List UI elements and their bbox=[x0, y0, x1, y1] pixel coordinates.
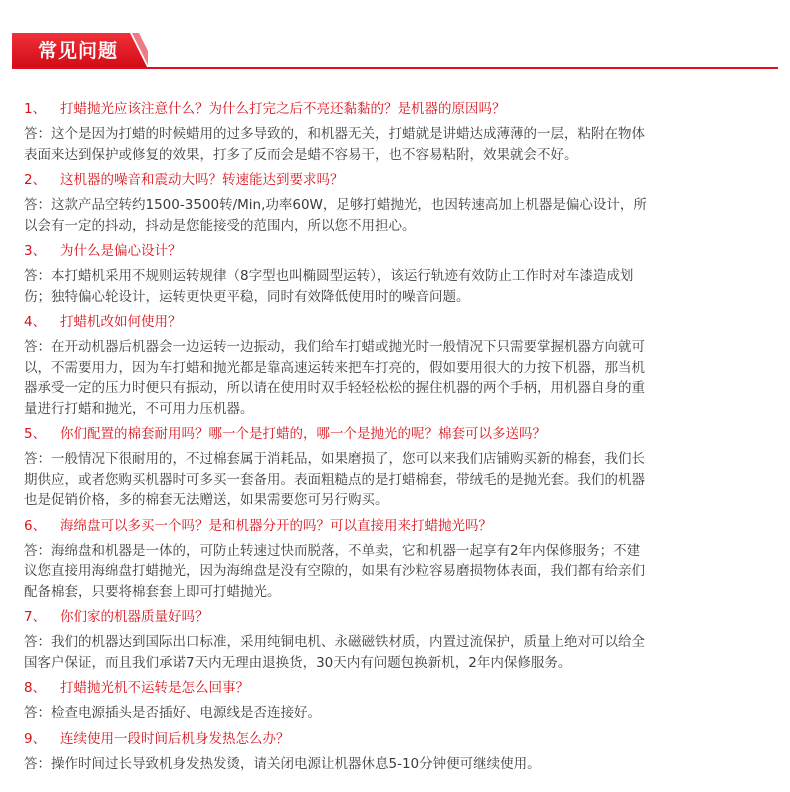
title-badge bbox=[12, 33, 148, 69]
question-text: 打蜡机改如何使用？ bbox=[60, 314, 182, 330]
answer-line: 答：这款产品空转约1500-3500转/Min,功率60W，足够打蜡抛光，也因转速高加上机器是偏心设计，所 bbox=[24, 197, 647, 213]
answer-line: 答：操作时间过长导致机身发热发烫，请关闭电源让机器休息5-10分钟便可继续使用。 bbox=[24, 755, 541, 772]
faq-answer-4 bbox=[24, 337, 774, 419]
answer-line: 以，不需要用力，因为车打蜡和抛光都是靠高速运转来把车打亮的，假如要用很大的力按下机器，那当机 bbox=[24, 359, 645, 376]
faq-question-3 bbox=[24, 241, 774, 261]
faq-answer-2 bbox=[24, 195, 774, 236]
question-text: 你们配置的棉套耐用吗？哪一个是打蜡的，哪一个是抛光的呢？棉套可以多送吗？ bbox=[60, 426, 546, 442]
question-number: 5、 bbox=[24, 426, 47, 442]
answer-line: 答：我们的机器达到国际出口标准，采用纯铜电机、永磁磁铁材质，内置过流保护，质量上绝对可以给全 bbox=[24, 634, 645, 650]
question-number: 9、 bbox=[24, 730, 47, 747]
faq-list bbox=[24, 99, 774, 779]
answer-line: 答：在开动机器后机器会一边运转一边振动，我们给车打蜡或抛光时一般情况下只需要掌握机器方向就可 bbox=[24, 339, 645, 355]
answer-line: 配备棉套，只要将棉套套上即可打蜡抛光。 bbox=[24, 583, 281, 600]
faq-answer-1 bbox=[24, 124, 774, 165]
faq-question-4 bbox=[24, 312, 774, 332]
answer-line: 量进行打蜡和抛光，不可用力压机器。 bbox=[24, 400, 254, 417]
answer-line: 期供应，或者您购买机器时可多买一套备用。表面粗糙点的是打蜡棉套，带绒毛的是抛光套。我们的机器 bbox=[24, 471, 645, 488]
faq-question-7 bbox=[24, 607, 774, 627]
question-text: 打蜡抛光应该注意什么？为什么打完之后不亮还黏黏的？是机器的原因吗？ bbox=[60, 101, 506, 117]
faq-question-9 bbox=[24, 729, 774, 749]
question-number: 1、 bbox=[24, 101, 47, 117]
faq-question-5 bbox=[24, 424, 774, 444]
answer-line: 答：一般情况下很耐用的，不过棉套属于消耗品，如果磨损了，您可以来我们店铺购买新的棉套，我们长 bbox=[24, 451, 645, 467]
faq-question-1 bbox=[24, 99, 774, 119]
answer-line: 答：海绵盘和机器是一体的，可防止转速过快而脱落，不单卖，它和机器一起享有2年内保修服务；不建 bbox=[24, 542, 641, 559]
answer-line: 答：检查电源插头是否插好、电源线是否连接好。 bbox=[24, 705, 321, 721]
answer-line: 议您直接用海绵盘打蜡抛光，因为海绵盘是没有空隙的，如果有沙粒容易磨损物体表面，我们都有给亲们 bbox=[24, 563, 645, 579]
question-number: 2、 bbox=[24, 172, 47, 188]
section-header bbox=[0, 33, 790, 69]
answer-line: 器承受一定的压力时便只有振动，所以请在使用时双手轻轻松松的握住机器的两个手柄，用机器自身的重 bbox=[24, 380, 645, 396]
answer-line: 国客户保证，而且我们承诺7天内无理由退换货，30天内有问题包换新机，2年内保修服务。 bbox=[24, 654, 572, 671]
answer-line: 伤；独特偏心轮设计，运转更快更平稳，同时有效降低使用时的噪音问题。 bbox=[24, 288, 470, 305]
answer-line: 表面来达到保护或修复的效果，打多了反而会是蜡不容易干，也不容易粘附，效果就会不好。 bbox=[24, 146, 578, 163]
question-number: 3、 bbox=[24, 243, 47, 259]
faq-answer-9 bbox=[24, 754, 774, 775]
question-text: 打蜡抛光机不运转是怎么回事？ bbox=[60, 680, 249, 696]
faq-answer-8 bbox=[24, 703, 774, 724]
answer-line: 也是促销价格，多的棉套无法赠送，如果需要您可另行购买。 bbox=[24, 492, 389, 508]
question-text: 连续使用一段时间后机身发热怎么办？ bbox=[60, 730, 290, 747]
header-divider bbox=[12, 67, 778, 69]
page-title: 常见问题 bbox=[38, 40, 119, 62]
question-text: 这机器的噪音和震动大吗？转速能达到要求吗？ bbox=[60, 172, 344, 188]
question-text: 海绵盘可以多买一个吗？是和机器分开的吗？可以直接用来打蜡抛光吗？ bbox=[60, 517, 492, 534]
faq-answer-6 bbox=[24, 541, 774, 603]
faq-answer-3 bbox=[24, 266, 774, 307]
faq-answer-5 bbox=[24, 449, 774, 511]
faq-question-8 bbox=[24, 678, 774, 698]
question-number: 6、 bbox=[24, 517, 47, 534]
question-text: 为什么是偏心设计？ bbox=[60, 243, 182, 259]
answer-line: 答：本打蜡机采用不规则运转规律（8字型也叫椭圆型运转），该运行轨迹有效防止工作时对车漆造成划 bbox=[24, 268, 634, 284]
faq-answer-7 bbox=[24, 632, 774, 673]
faq-question-2 bbox=[24, 170, 774, 190]
answer-line: 答：这个是因为打蜡的时候蜡用的过多导致的，和机器无关，打蜡就是讲蜡达成薄薄的一层，粘附在物体 bbox=[24, 126, 645, 142]
question-number: 8、 bbox=[24, 680, 47, 696]
answer-line: 以会有一定的抖动，抖动是您能接受的范围内，所以您不用担心。 bbox=[24, 217, 416, 234]
faq-question-6 bbox=[24, 516, 774, 536]
question-number: 7、 bbox=[24, 609, 47, 625]
question-text: 你们家的机器质量好吗？ bbox=[60, 609, 209, 625]
question-number: 4、 bbox=[24, 314, 47, 330]
